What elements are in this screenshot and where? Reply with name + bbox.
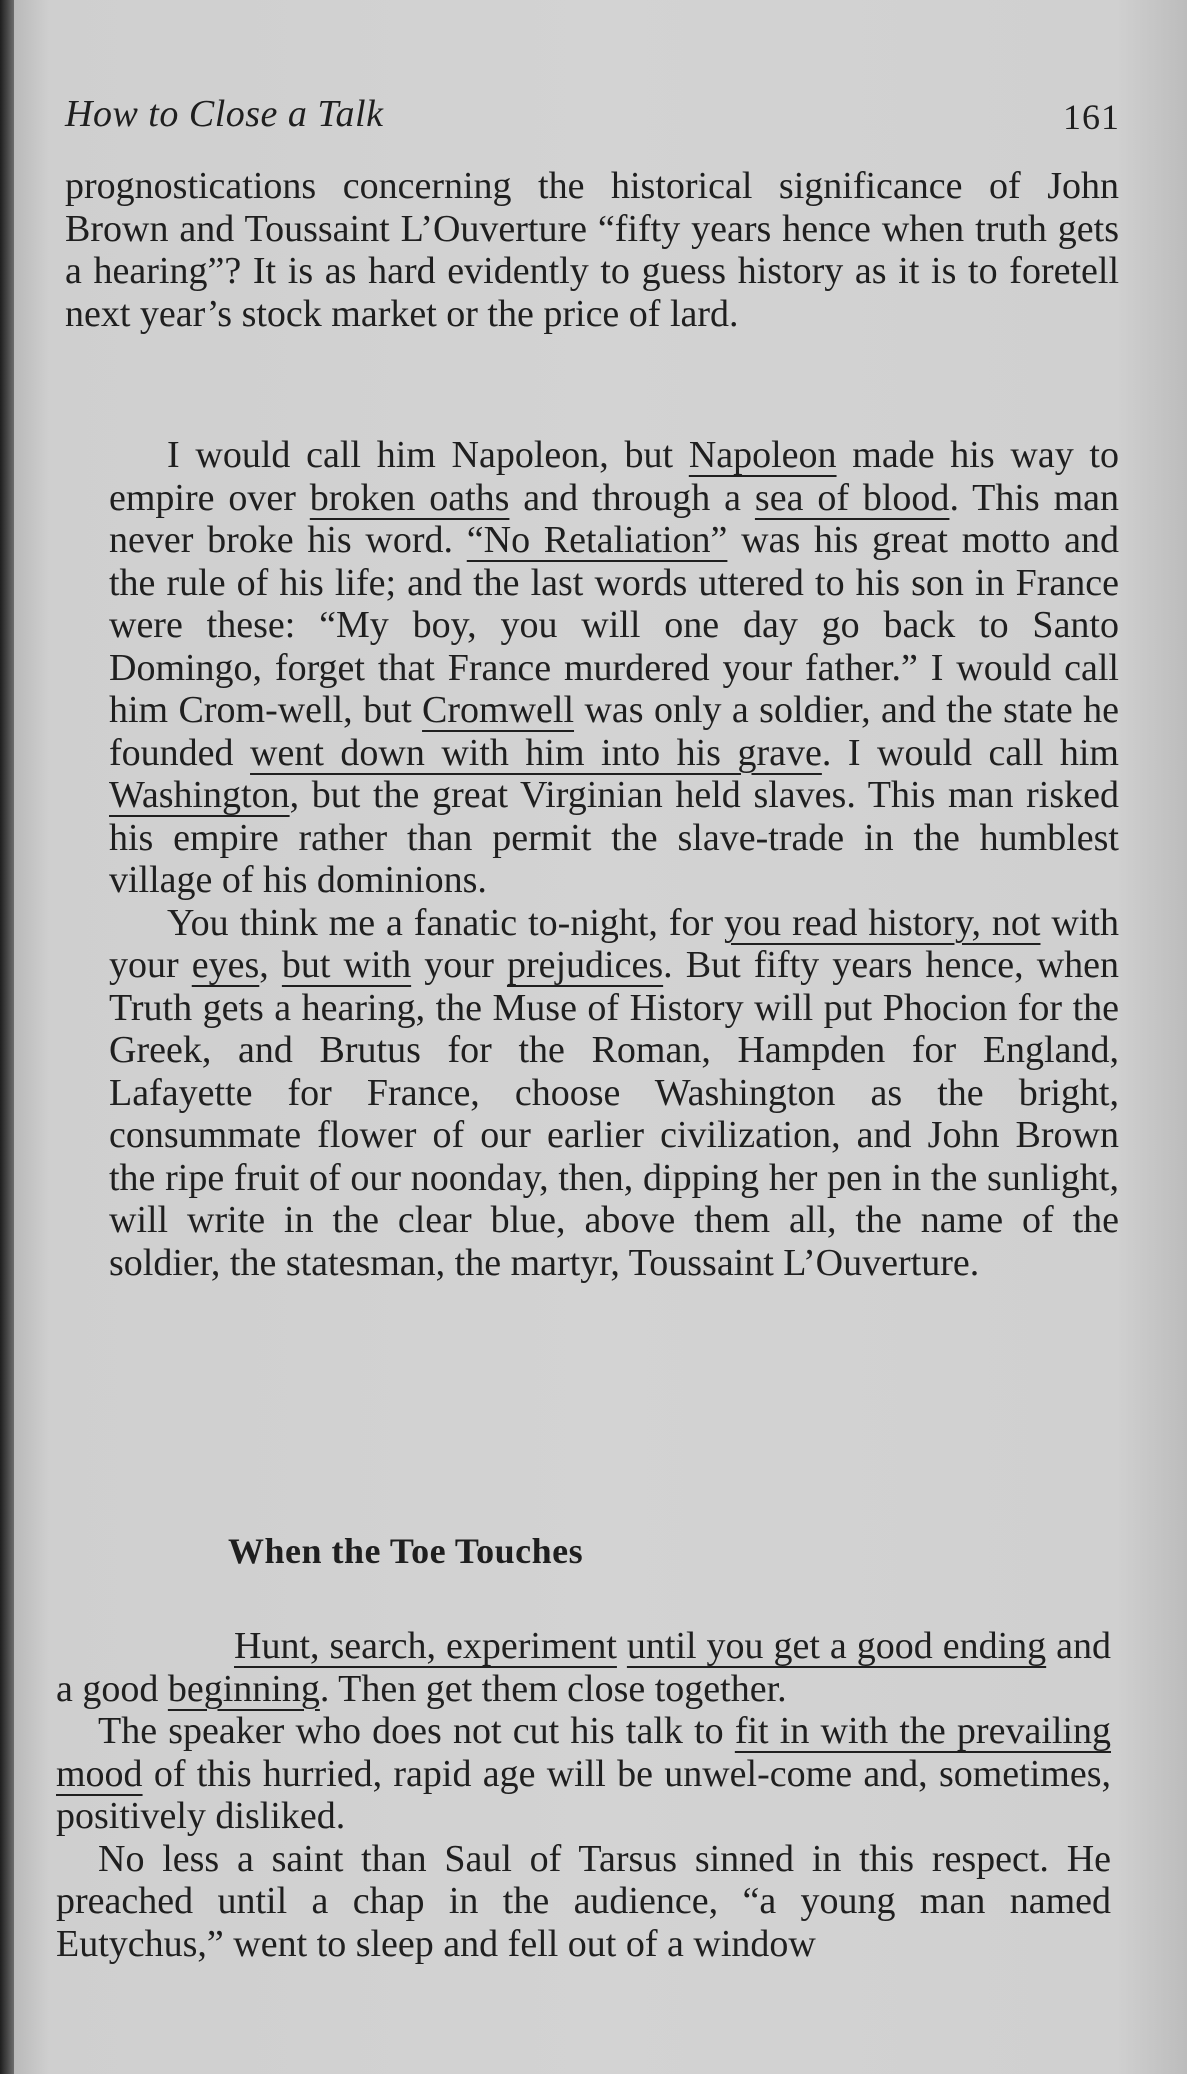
text-run: The speaker who does not cut his talk to: [98, 1710, 735, 1752]
section-body: [56, 1625, 1111, 1965]
underlined-text: Cromwell: [422, 689, 575, 731]
text-run: of this hurried, rapid age will be unwel-come and, sometimes, positively disliked.: [56, 1752, 1111, 1837]
text-run: I would call him Napoleon, but: [167, 434, 689, 476]
text-run: . Then get them close together.: [319, 1667, 787, 1710]
text-run: made his way to empire over: [109, 434, 1119, 519]
text-run: . This man never broke his word.: [109, 476, 1120, 561]
underlined-text: beginning: [167, 1667, 320, 1710]
text-run: . But fifty years hence, when Truth gets a hearing, the Muse of History will put Phocion for the Greek, and Brutus for the Roman, Hampden for England, Lafayette for France, choose Washington as the bright, consummate flower of our earlier civilization, and John Brown the ripe fruit of our noonday, then, dipping her pen in the sunlight, will write in the clear blue, above them all, the name of the soldier, the statesman, the martyr, Toussaint L’Ouverture.: [109, 944, 1120, 1284]
underlined-text: “No Retaliation”: [466, 519, 728, 561]
page-number: 161: [1063, 97, 1120, 137]
quotation-paragraph: [109, 434, 1119, 902]
underlined-text: but with: [281, 944, 412, 986]
text-run: ,: [259, 944, 282, 986]
body-paragraph: [56, 1710, 1111, 1838]
opening-paragraph: prognostications concerning the historical significance of John Brown and Toussaint L’Ouverture “fifty years hence when truth gets a hearing”? It is as hard evidently to guess history as it is to foretell next year’s stock market or the price of lard.: [65, 165, 1119, 335]
body-paragraph: No less a saint than Saul of Tarsus sinned in this respect. He preached until a chap in the audience, “a young man named Eutychus,” went to sleep and fell out of a window: [56, 1837, 1111, 1965]
text-run: and a good: [56, 1625, 1112, 1710]
underlined-text: until you get a good ending: [626, 1625, 1047, 1667]
underlined-text: eyes: [191, 944, 260, 986]
book-page: [14, 0, 1187, 2074]
underlined-text: prejudices: [506, 944, 664, 986]
text-run: with your: [109, 901, 1119, 986]
block-quotation: [109, 434, 1119, 1284]
running-head-title: How to Close a Talk: [65, 93, 384, 135]
text-run: was only a soldier, and the state he founded: [109, 689, 1120, 774]
underlined-text: fit in with the prevailing mood: [56, 1710, 1111, 1795]
underlined-text: Napoleon: [688, 434, 837, 476]
underlined-text: broken oaths: [309, 476, 510, 519]
text-run: . I would call him: [821, 731, 1119, 774]
quotation-paragraph: [109, 902, 1119, 1285]
text-run: , but the great Virginian held slaves. This man risked his empire rather than permit the slave-trade in the humblest village of his dominions.: [109, 774, 1119, 901]
text-run: [617, 1625, 627, 1667]
text-run: your: [411, 944, 507, 986]
underlined-text: Washington: [109, 774, 290, 816]
underlined-text: went down with him into his grave: [250, 731, 822, 774]
section-heading: When the Toe Touches: [228, 1531, 584, 1571]
text-run: and through a: [509, 476, 755, 519]
underlined-text: sea of blood: [754, 476, 950, 519]
book-gutter-shadow: [0, 0, 14, 2074]
body-paragraph: [56, 1625, 1111, 1710]
text-run: was his great motto and the rule of his life; and the last words uttered to his son in France were these: “My boy, you will one day go back to Santo Domingo, forget that France murdered your father.” I would call him Crom-well, but: [109, 519, 1119, 731]
text-run: You think me a fanatic to-night, for: [167, 901, 725, 944]
underlined-text: Hunt, search, experiment: [234, 1625, 617, 1667]
underlined-text: you read history, not: [724, 901, 1041, 944]
running-head: [65, 92, 1120, 152]
